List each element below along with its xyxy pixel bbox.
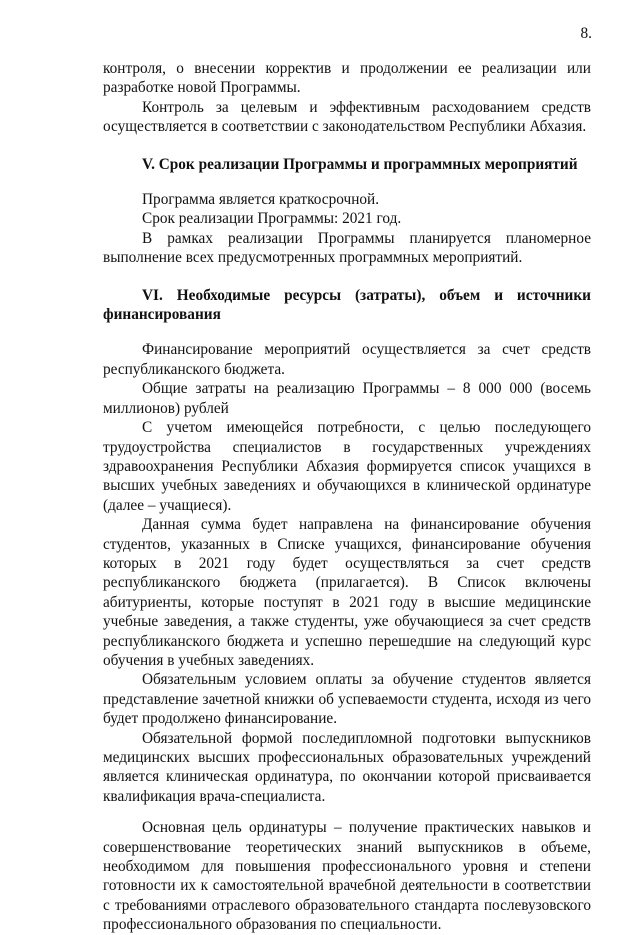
- document-body: [103, 59, 591, 935]
- paragraph-control: Контроль за целевым и эффективным расходованием средств осуществляется в соответствии с законодательством Республики Абхазия.: [103, 98, 591, 136]
- page-number: 8.: [580, 25, 592, 42]
- section-5-heading: V. Срок реализации Программы и программных мероприятий: [142, 155, 578, 173]
- section-6-heading: VI. Необходимые ресурсы (затраты), объем и источники финансирования: [103, 286, 591, 324]
- section-6-paragraph-7: Основная цель ординатуры – получение практических навыков и совершенствование теоретических знаний выпускников в объеме, необходимом для повышения профессионального уровня и степени готовности их к самостоятельной врачебной деятельности в соответствии с требованиями отраслевого образовательного стандарта послевузовского профессионального образования по специальности.: [103, 819, 591, 934]
- section-5-paragraph-1: Программа является краткосрочной.: [142, 191, 380, 209]
- section-6-paragraph-5: Обязательным условием оплаты за обучение студентов является представление зачетной книжки об успеваемости студента, исходя из чего будет продолжено финансирование.: [103, 671, 591, 728]
- section-6-paragraph-3: С учетом имеющейся потребности, с целью последующего трудоустройства специалистов в государственных учреждениях здравоохранения Республики Абхазия формируется список учащихся в высших учебных заведениях и обучающихся в клинической ординатуре (далее – учащиеся).: [103, 419, 591, 514]
- section-6-paragraph-1: Финансирование мероприятий осуществляется за счет средств республиканского бюджета.: [103, 341, 591, 378]
- section-6-paragraph-2: Общие затраты на реализацию Программы – 8 000 000 (восемь миллионов) рублей: [103, 380, 591, 417]
- section-6-paragraph-4: Данная сумма будет направлена на финансирование обучения студентов, указанных в Списке учащихся, финансирование обучения которых в 2021 году будет осуществляться за счет средств республиканского бюджета (прилагается). В Список включены абитуриенты, которые поступят в 2021 году в высшие медицинские учебные заведения, а также студенты, уже обучающиеся за счет средств республиканского бюджета и успешно перешедшие на следующий курс обучения в учебных заведениях.: [103, 516, 591, 669]
- section-5-paragraph-3: В рамках реализации Программы планируется планомерное выполнение всех предусмотренных программных мероприятий.: [103, 229, 591, 267]
- section-5-paragraph-2: Срок реализации Программы: 2021 год.: [142, 210, 402, 228]
- section-6-paragraph-6: Обязательной формой последипломной подготовки выпускников медицинских высших профессиональных образовательных учреждений является клиническая ординатура, по окончании которой присваивается квалификация врача-специалиста.: [103, 729, 591, 805]
- paragraph-intro-continuation: контроля, о внесении корректив и продолжении ее реализации или разработке новой Программы.: [103, 60, 591, 97]
